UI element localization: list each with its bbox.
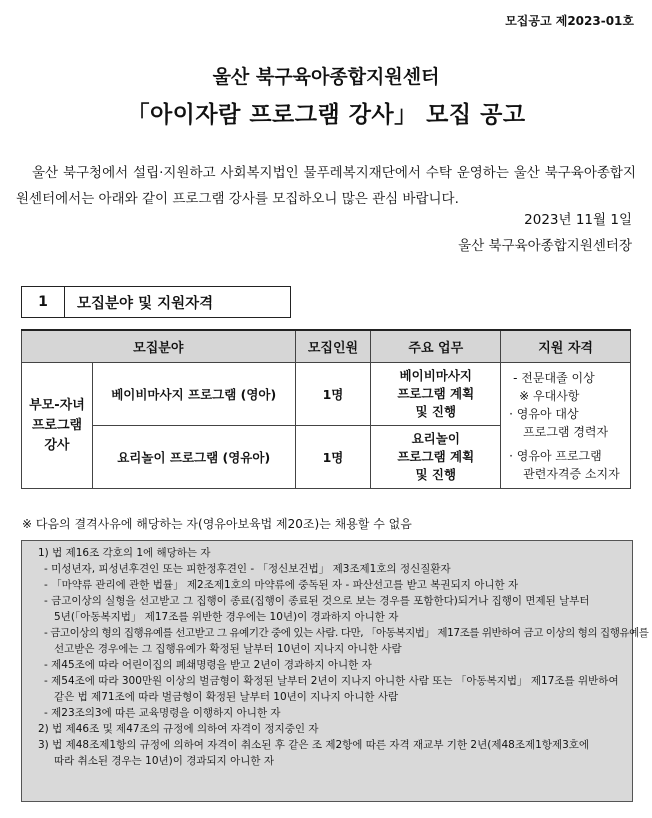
center-name-title: 울산 북구육아종합지원센터 [212,66,440,88]
qualifications [501,363,631,489]
group-label [22,363,93,489]
main-duty [371,426,501,489]
header-qualification: 지원 자격 [501,330,631,363]
table-row [22,363,631,426]
qualification-line: · 영유아 대상 [509,406,579,421]
disqualify-line: - 금고이상의 형의 집행유예를 선고받고 그 유예기간 중에 있는 사람. 다만, 「아동복지법」 제17조를 위반하여 금고 이상의 형의 집행유예를 [44,627,649,639]
duty-line: 프로그램 계획 [397,449,475,464]
disqualify-line: 3) 법 제48조제1항의 규정에 의하여 자격이 취소된 후 같은 조 제2항에 따른 자격 재교부 기한 2년(제48조제1항제3호에 [38,739,590,751]
duty-line: 및 진행 [415,467,457,482]
disqualify-line: 2) 법 제46조 및 제47조의 규정에 의하여 자격이 정지중인 자 [38,723,319,735]
notice-date: 2023년 11월 1일 [524,212,632,228]
recruit-count: 1명 [295,363,371,426]
qualification-line: 프로그램 경력자 [523,424,609,439]
notice-title: 「아이자람 프로그램 강사」 모집 공고 [126,102,526,128]
disqualification-box [21,540,649,802]
disqualify-line: 선고받은 경우에는 그 집행유예가 확정된 날부터 10년이 지나지 아니한 사람 [54,643,402,655]
qualification-line: 관련자격증 소지자 [523,466,620,481]
intro-text: 울산 북구청에서 설립·지원하고 사회복지법인 물푸레복지재단에서 수탁 운영하는 울산 북구육아종합지원센터에서는 아래와 같이 프로그램 강사를 모집하오니 많은 관심 바랍니다. [16,165,636,207]
duty-line: 베이비마사지 [399,368,472,383]
recruitment-table [21,329,631,489]
notice-number: 모집공고 제2023-01호 [505,14,634,28]
program-name: 요리놀이 프로그램 (영유아) [92,426,295,489]
program-name: 베이비마사지 프로그램 (영아) [92,363,295,426]
table-header-row [22,330,631,363]
disqualify-line: - 「마약류 관리에 관한 법률」 제2조제1호의 마약류에 중독된 자 - 파산선고를 받고 복권되지 아니한 자 [44,579,519,591]
disqualify-line: - 제45조에 따라 어린이집의 폐쇄명령을 받고 2년이 경과하지 아니한 자 [44,659,372,671]
qualification-line: · 영유아 프로그램 [509,448,602,463]
qualification-line: ※ 우대사항 [519,388,580,403]
duty-line: 프로그램 계획 [397,386,475,401]
signer: 울산 북구육아종합지원센터장 [458,238,632,254]
group-label-line: 프로그램 [31,417,83,433]
disqualification-note: ※ 다음의 결격사유에 해당하는 자(영유아보육법 제20조)는 채용할 수 없음 [22,517,412,531]
disqualify-line: 1) 법 제16조 각호의 1에 해당하는 자 [38,547,211,559]
header-field: 모집분야 [22,330,296,363]
disqualify-line: 같은 법 제71조에 따라 벌금형이 확정된 날부터 10년이 지나지 아니한 사람 [54,691,399,703]
main-duty [371,363,501,426]
header-duty: 주요 업무 [371,330,501,363]
group-label-line: 강사 [44,437,70,453]
section-title: 모집분야 및 지원자격 [77,295,214,312]
intro-paragraph [16,160,636,212]
disqualify-line: 5년(「아동복지법」 제17조를 위반한 경우에는 10년)이 경과하지 아니한 자 [54,611,399,623]
disqualify-line: - 제23조의3에 따른 교육명령을 이행하지 아니한 자 [44,707,281,719]
recruit-count: 1명 [295,426,371,489]
header-count: 모집인원 [295,330,371,363]
group-label-line: 부모-자녀 [29,397,85,413]
duty-line: 요리놀이 [411,431,460,446]
disqualify-line: - 미성년자, 피성년후견인 또는 피한정후견인 - 「정신보건법」 제3조제1호의 정신질환자 [44,563,451,575]
disqualify-line: - 금고이상의 실형을 선고받고 그 집행이 종료(집행이 종료된 것으로 보는 경우를 포함한다)되거나 집행이 면제된 날부터 [44,595,590,607]
duty-line: 및 진행 [415,404,457,419]
section-heading [21,286,291,318]
section-number: 1 [22,287,65,317]
qualification-line: - 전문대졸 이상 [513,370,595,385]
disqualify-line: - 제54조에 따라 300만원 이상의 벌금형이 확정된 날부터 2년이 지나지 아니한 사람 또는 「아동복지법」 제17조를 위반하여 [44,675,619,687]
disqualify-line: 따라 취소된 경우는 10년)이 경과되지 아니한 자 [54,755,275,767]
